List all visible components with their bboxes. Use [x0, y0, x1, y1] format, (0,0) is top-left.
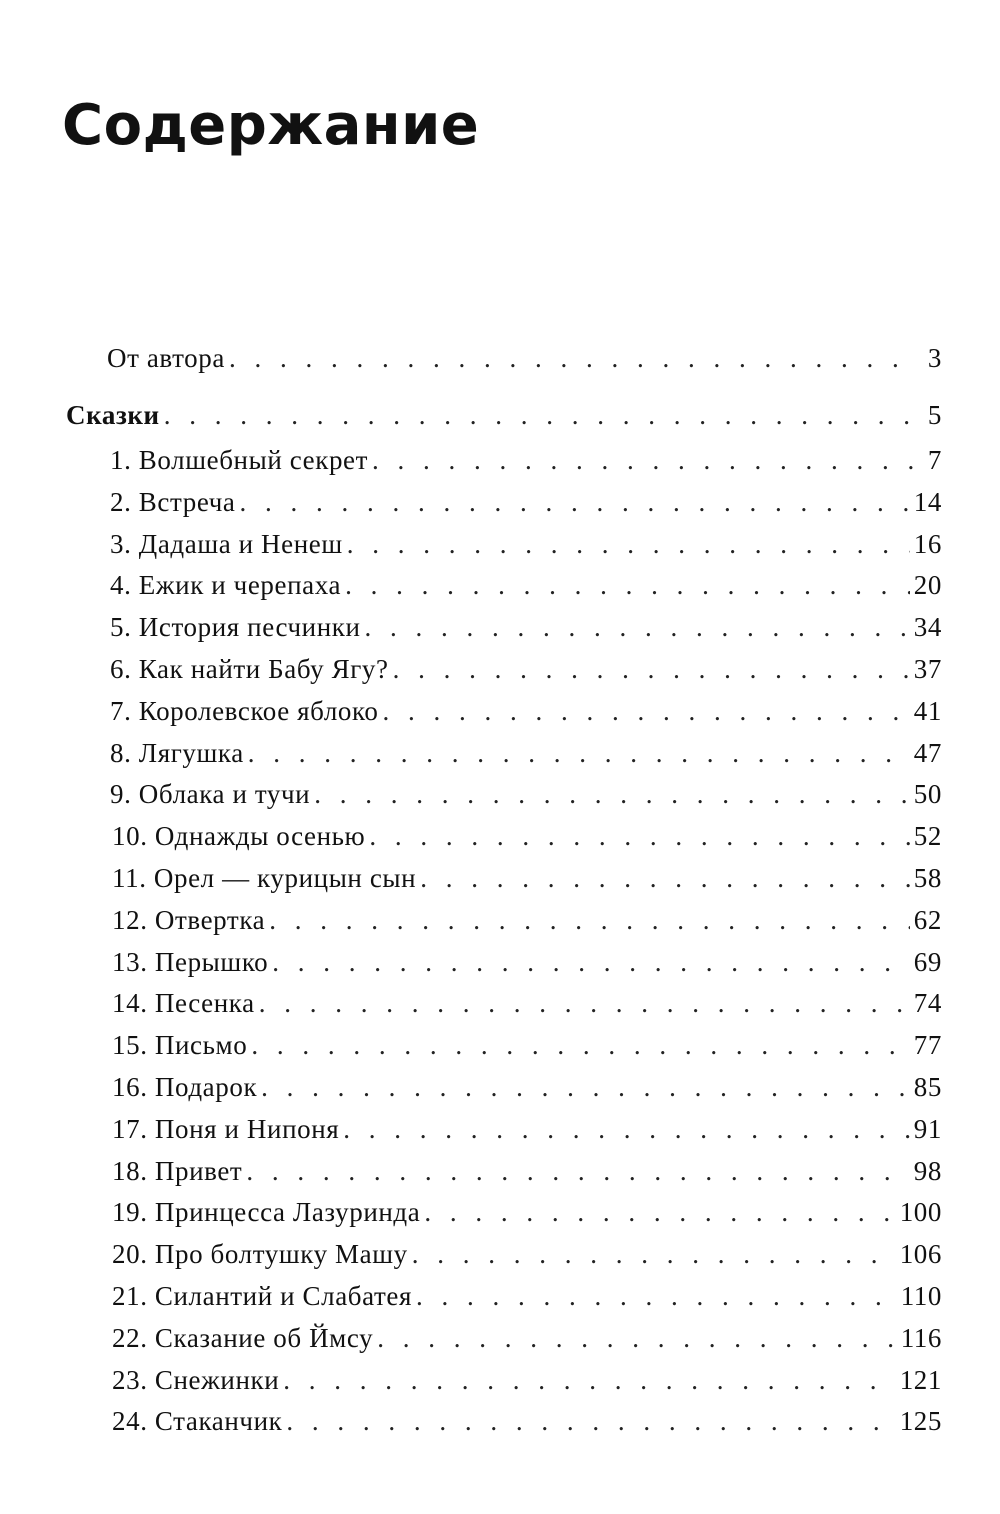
toc-label: 7. Королевское яблоко [110, 695, 379, 726]
toc-label: 20. Про болтушку Машу [112, 1239, 408, 1270]
toc-label: 3. Дадаша и Ненеш [110, 528, 343, 559]
toc-label: 5. История песчинки [110, 612, 361, 643]
dot-leader [269, 907, 910, 934]
toc-entry[interactable] [110, 737, 942, 768]
toc-entry[interactable] [110, 486, 942, 517]
toc-label: 8. Лягушка [110, 737, 244, 768]
dot-leader [347, 531, 910, 558]
toc-entry[interactable] [112, 1408, 942, 1435]
toc-entry[interactable] [110, 572, 942, 599]
dot-leader [229, 345, 914, 372]
toc-label: 17. Поня и Нипоня [112, 1113, 340, 1144]
dot-leader [412, 1241, 896, 1268]
toc-section-label: Сказки [66, 400, 160, 430]
toc-label: 9. Облака и тучи [110, 779, 311, 810]
toc-entry[interactable] [112, 1283, 942, 1310]
toc-page-number: 62 [913, 904, 942, 935]
toc-page-number: 58 [913, 863, 942, 893]
toc-entry[interactable] [112, 990, 942, 1017]
toc-label: 10. Однажды осенью [112, 821, 366, 852]
dot-leader [420, 865, 910, 892]
toc-entry[interactable] [112, 1199, 942, 1226]
dot-leader [382, 698, 909, 725]
toc-page-number: 77 [913, 1030, 942, 1061]
toc-label: 19. Принцесса Лазуринда [112, 1197, 421, 1228]
toc-label: 24. Стаканчик [112, 1406, 283, 1437]
toc-page-number: 106 [899, 1239, 942, 1270]
toc-page-number: 69 [913, 946, 942, 977]
toc-label: 23. Снежинки [112, 1364, 280, 1395]
dot-leader [416, 1283, 897, 1310]
toc-entry[interactable] [112, 1241, 942, 1268]
toc-label: 14. Песенка [112, 988, 255, 1019]
toc-page-number: 125 [899, 1406, 942, 1437]
toc-label: 1. Волшебный секрет [110, 445, 369, 475]
toc-label: 11. Орел — курицын сын [112, 863, 417, 893]
toc-entry[interactable] [112, 1032, 942, 1059]
toc-page-number: 85 [913, 1072, 942, 1102]
toc-label: 6. Как найти Бабу Ягу? [110, 654, 389, 684]
dot-leader [272, 949, 910, 976]
toc-label: 4. Ежик и черепаха [110, 570, 342, 601]
toc-page-number: 41 [913, 695, 942, 726]
toc-entry[interactable] [110, 528, 942, 559]
dot-leader [365, 614, 910, 641]
toc-entry[interactable] [110, 614, 942, 641]
dot-leader [283, 1367, 895, 1394]
dot-leader [369, 823, 909, 850]
toc-entry[interactable] [112, 904, 942, 935]
dot-leader [286, 1408, 895, 1435]
toc-entry[interactable] [112, 823, 942, 850]
toc-entry[interactable] [112, 1074, 942, 1101]
dot-leader [377, 1325, 897, 1352]
toc-page-number: 20 [913, 570, 942, 601]
toc-entry[interactable] [112, 946, 942, 977]
dot-leader [240, 489, 910, 516]
toc-entry[interactable] [112, 1322, 942, 1353]
toc-page-number: 121 [899, 1364, 942, 1395]
toc-label: 22. Сказание об Ймсу [112, 1322, 374, 1353]
dot-leader [251, 1032, 909, 1059]
toc-label: От автора [107, 343, 225, 373]
toc-label: 15. Письмо [112, 1030, 248, 1061]
toc-label: 12. Отвертка [112, 904, 266, 935]
toc-page-number: 52 [913, 821, 942, 852]
toc-page-number: 37 [913, 654, 942, 684]
dot-leader [164, 402, 914, 429]
page-title: Содержание [62, 93, 480, 158]
dot-leader [314, 781, 910, 808]
toc-entry[interactable] [112, 865, 942, 892]
toc-row-section[interactable] [66, 402, 942, 429]
dot-leader [261, 1074, 910, 1101]
dot-leader [259, 990, 910, 1017]
toc-label: 21. Силантий и Слабатея [112, 1281, 413, 1311]
toc-label: 2. Встреча [110, 486, 236, 517]
dot-leader [248, 740, 910, 767]
toc-page-number: 100 [899, 1197, 942, 1228]
toc-label: 13. Перышко [112, 946, 269, 977]
toc-row-preface[interactable] [107, 345, 942, 372]
dot-leader [372, 447, 914, 474]
dot-leader [393, 656, 910, 683]
toc-page-number: 5 [927, 400, 942, 430]
toc-page-number: 50 [913, 779, 942, 810]
toc-entry[interactable] [110, 695, 942, 726]
dot-leader [343, 1116, 910, 1143]
toc-page-number: 7 [927, 445, 942, 475]
toc-entry[interactable] [110, 781, 942, 808]
toc-page-number: 14 [913, 486, 942, 517]
toc-entry[interactable] [110, 656, 942, 683]
toc-page-number: 47 [913, 737, 942, 768]
toc-page-number: 98 [913, 1155, 942, 1186]
toc-page-number: 3 [927, 343, 942, 373]
toc-label: 18. Привет [112, 1155, 243, 1186]
toc-label: 16. Подарок [112, 1072, 258, 1102]
toc-page-number: 116 [900, 1322, 942, 1353]
toc-entry[interactable] [110, 447, 942, 474]
toc-page-number: 16 [913, 528, 942, 559]
dot-leader [424, 1199, 895, 1226]
toc-page-number: 110 [900, 1281, 942, 1311]
toc-page-number: 74 [913, 988, 942, 1019]
toc-page-number: 91 [913, 1113, 942, 1144]
toc-entry[interactable] [112, 1364, 942, 1395]
dot-leader [345, 572, 910, 599]
dot-leader [246, 1158, 909, 1185]
toc-entry[interactable] [112, 1155, 942, 1186]
toc-page-number: 34 [913, 612, 942, 643]
toc-entry[interactable] [112, 1113, 942, 1144]
